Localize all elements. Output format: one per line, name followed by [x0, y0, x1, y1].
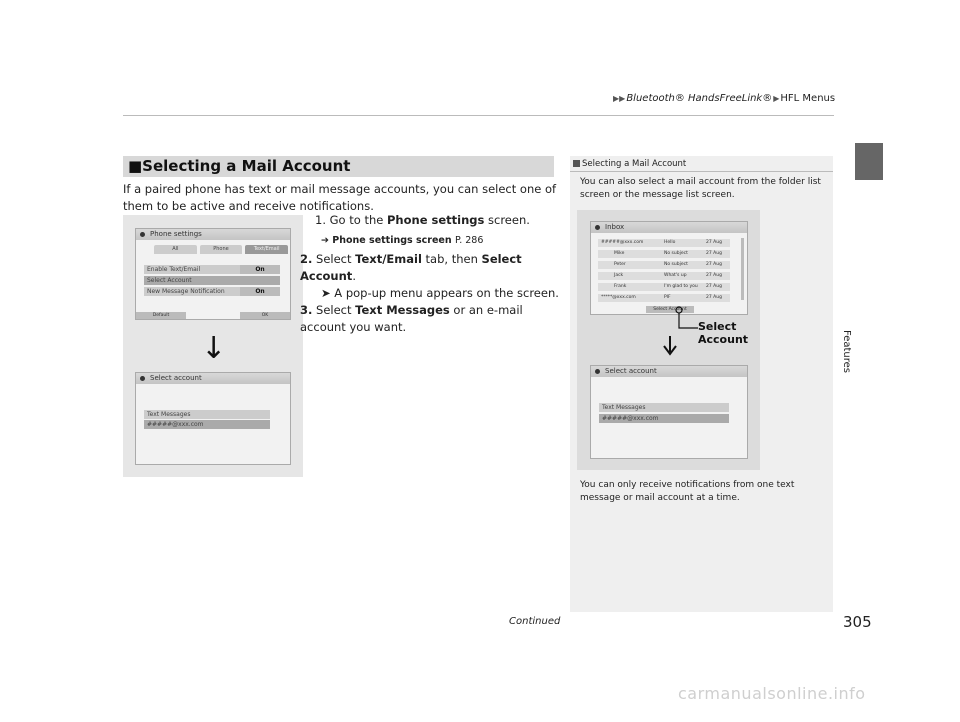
- note-title: [573, 159, 686, 169]
- note-icon: [573, 160, 580, 167]
- tab-bar: [154, 245, 288, 254]
- screen-titlebar: [136, 373, 290, 384]
- row-subject: No subject: [664, 251, 688, 256]
- step-text: .: [352, 269, 356, 283]
- callout-label: [698, 320, 748, 346]
- inbox-row[interactable]: [598, 261, 730, 269]
- step-text: Select: [316, 303, 356, 317]
- down-arrow-icon: ↓: [201, 331, 227, 366]
- account-item[interactable]: Text Messages: [144, 410, 270, 419]
- screen-titlebar: [591, 366, 747, 377]
- inbox-row[interactable]: [598, 283, 730, 291]
- setting-row-select-account[interactable]: [144, 276, 280, 285]
- screen-title: Select account: [150, 374, 202, 382]
- row-subject: Hello: [664, 240, 676, 245]
- reference-page: P. 286: [454, 235, 484, 246]
- step-number: 2.: [300, 252, 313, 266]
- mail-icon: [595, 225, 600, 230]
- screen-titlebar: [591, 222, 747, 233]
- reference-label: Phone settings screen: [332, 235, 452, 246]
- step-text: screen.: [484, 213, 530, 227]
- row-subject: No subject: [664, 262, 688, 267]
- triangle-icon: ▶: [773, 94, 780, 103]
- row-date: 27 Aug: [706, 240, 722, 245]
- callout-line: [660, 300, 700, 360]
- breadcrumb-item: HFL Menus: [780, 93, 836, 104]
- page-number: 305: [843, 613, 872, 631]
- setting-row[interactable]: [144, 265, 280, 274]
- tab-phone[interactable]: Phone: [200, 245, 243, 254]
- section-heading: [123, 156, 554, 177]
- step-text: Select: [316, 252, 356, 266]
- setting-row[interactable]: [144, 287, 280, 296]
- setting-value: On: [240, 265, 280, 274]
- triangle-icon: ▶▶: [613, 94, 626, 103]
- cross-reference[interactable]: [321, 232, 560, 249]
- step-bold: Text/Email: [355, 252, 422, 266]
- step-bold: Phone settings: [386, 213, 485, 227]
- phone-settings-screen: [135, 228, 291, 320]
- row-from: Jack: [614, 273, 624, 278]
- row-date: 27 Aug: [706, 284, 722, 289]
- step-3: [300, 302, 560, 336]
- row-subject: What's up: [664, 273, 687, 278]
- callout-line-2: Account: [698, 333, 749, 346]
- note-paragraph: You can only receive notifications from one text message or mail account at a time.: [580, 480, 795, 503]
- screen-title: Inbox: [605, 223, 625, 231]
- step-text: tab, then: [421, 252, 482, 266]
- step-2-result: [300, 285, 560, 302]
- select-account-screen-note: [590, 365, 748, 459]
- continued-label: Continued: [509, 616, 561, 627]
- intro-paragraph: If a paired phone has text or mail message accounts, you can select one of them to be active and receive notifications.: [123, 182, 557, 213]
- tab-all[interactable]: All: [154, 245, 197, 254]
- select-account-screen: [135, 372, 291, 465]
- result-text: A pop-up menu appears on the screen.: [334, 286, 559, 300]
- bullet-icon: [595, 369, 600, 374]
- reference-icon: ➔: [321, 235, 329, 246]
- step-text: or an e-mail account you want.: [300, 303, 523, 334]
- inbox-row[interactable]: [598, 272, 730, 280]
- section-title: ■Selecting a Mail Account: [128, 157, 351, 175]
- setting-label: Select Account: [147, 277, 192, 284]
- note-title-text: Selecting a Mail Account: [582, 159, 687, 169]
- default-button[interactable]: Default: [136, 312, 186, 319]
- select-account-button[interactable]: Select Account: [646, 306, 694, 313]
- step-bold: Select Account: [300, 252, 522, 283]
- account-item[interactable]: #####@xxx.com: [144, 420, 270, 429]
- setting-value: On: [240, 287, 280, 296]
- row-from: *****@xxx.com: [601, 295, 636, 300]
- screen-title: Phone settings: [150, 230, 202, 238]
- steps-list: [300, 212, 560, 336]
- account-item[interactable]: Text Messages: [599, 403, 729, 412]
- callout-line-1: Select: [698, 320, 737, 333]
- setting-label: New Message Notification: [147, 288, 225, 295]
- breadcrumb: [612, 93, 835, 104]
- chapter-tab: [855, 143, 883, 180]
- ok-button[interactable]: OK: [240, 312, 290, 319]
- row-from: Mike: [614, 251, 625, 256]
- row-subject: I'm glad to you: [664, 284, 698, 289]
- step-2: [300, 251, 560, 285]
- setting-label: Enable Text/Email: [147, 266, 201, 273]
- screen-title: Select account: [605, 367, 657, 375]
- row-subject: PIF: [664, 295, 671, 300]
- row-from: Frank: [614, 284, 627, 289]
- step-text: Go to the: [329, 213, 387, 227]
- note-paragraph: You can also select a mail account from the folder list screen or the message list screen.: [580, 177, 821, 200]
- header-divider: [123, 115, 834, 116]
- tab-text-email[interactable]: Text/Email: [245, 245, 288, 254]
- chapter-label: Features: [841, 330, 852, 373]
- scrollbar[interactable]: [741, 238, 744, 300]
- row-date: 27 Aug: [706, 295, 722, 300]
- row-from: #####@xxx.com: [601, 240, 644, 245]
- bullet-icon: [140, 376, 145, 381]
- breadcrumb-item: Bluetooth® HandsFreeLink®: [626, 93, 773, 104]
- row-date: 27 Aug: [706, 262, 722, 267]
- watermark: carmanualsonline.info: [678, 684, 866, 703]
- step-number: 1.: [315, 213, 326, 227]
- account-item[interactable]: #####@xxx.com: [599, 414, 729, 423]
- inbox-row[interactable]: [598, 250, 730, 258]
- note-divider: [570, 171, 833, 172]
- step-number: 3.: [300, 303, 313, 317]
- row-date: 27 Aug: [706, 251, 722, 256]
- result-arrow-icon: ➤: [321, 286, 331, 300]
- bullet-icon: [140, 232, 145, 237]
- step-1: [300, 212, 560, 229]
- inbox-row[interactable]: [598, 239, 730, 247]
- screen-titlebar: [136, 229, 290, 240]
- step-bold: Text Messages: [355, 303, 450, 317]
- row-date: 27 Aug: [706, 273, 722, 278]
- row-from: Peter: [614, 262, 626, 267]
